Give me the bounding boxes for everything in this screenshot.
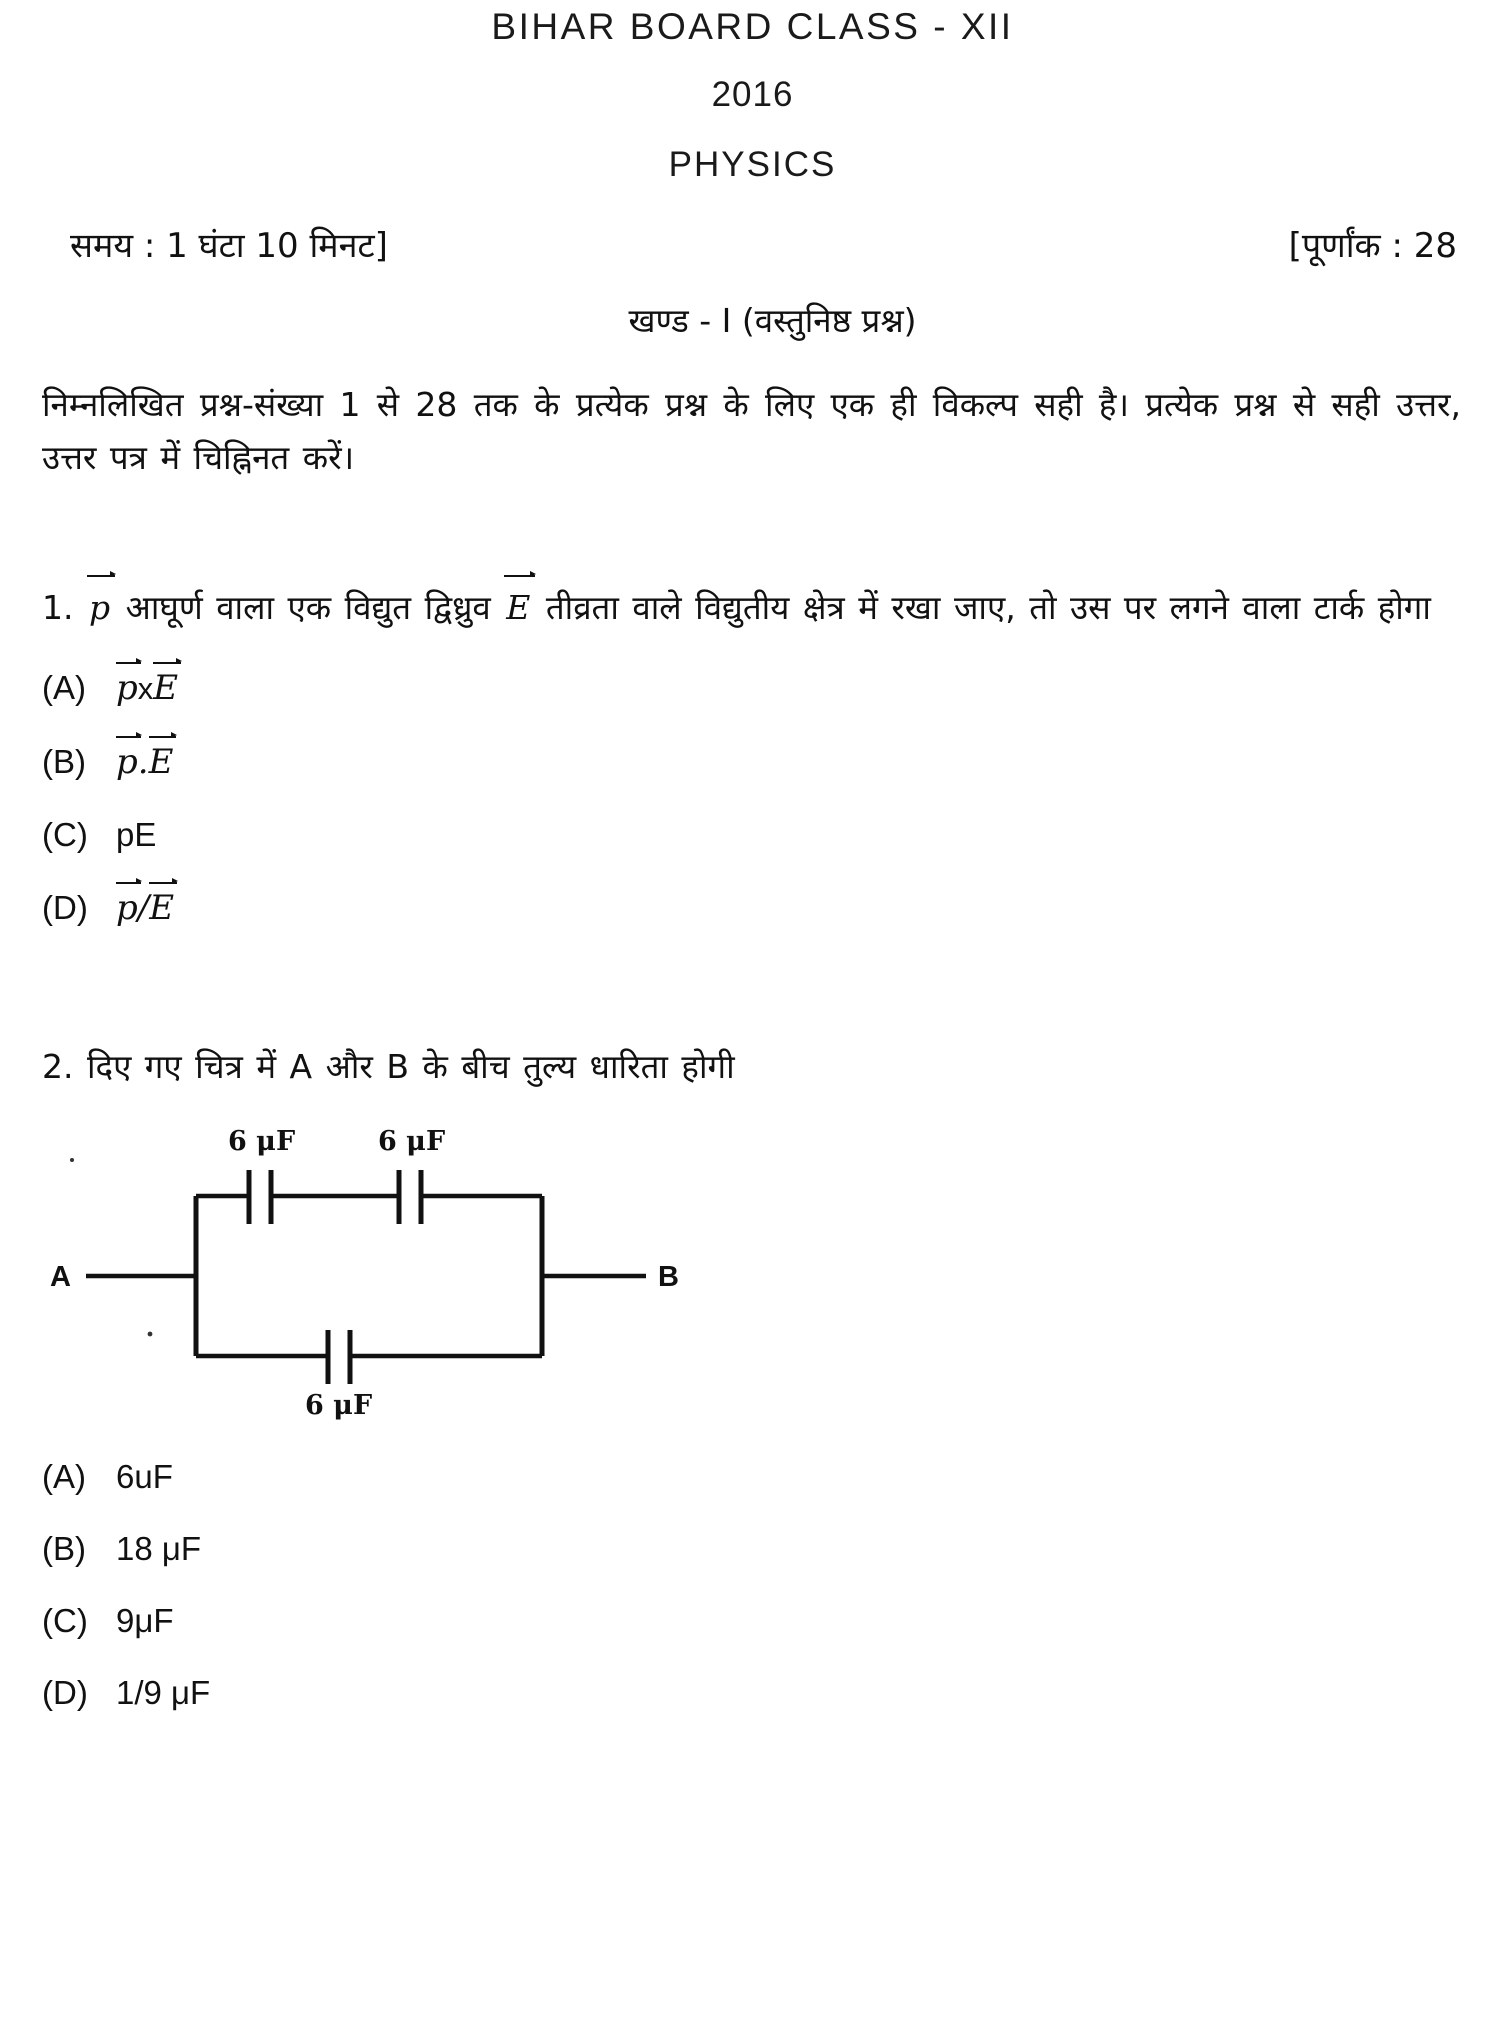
- option-1-b-label: (B): [42, 743, 86, 781]
- question-1-stem-part-2: तीव्रता वाले विद्युतीय क्षेत्र में रखा जाए, तो उस पर लगने वाला टार्क होगा: [545, 587, 1431, 627]
- capacitor-top-left-label: 6 μF: [228, 1125, 296, 1157]
- option-1-a-value: pxE: [116, 668, 179, 709]
- option-1-a-label: (A): [42, 669, 86, 707]
- option-2-a-label: (A): [42, 1457, 86, 1495]
- capacitor-network-figure: [50, 1124, 1461, 1424]
- question-1-options: [42, 668, 1461, 928]
- option-2-c[interactable]: [42, 1602, 1461, 1640]
- question-1-vector-e: E: [504, 581, 532, 634]
- option-1-b-value: p.E: [116, 742, 174, 783]
- option-2-d-value: 1/9 μF: [116, 1673, 211, 1711]
- capacitor-top-right-label: 6 μF: [378, 1125, 446, 1157]
- option-2-b-label: (B): [42, 1529, 86, 1567]
- ink-speck: [148, 1331, 153, 1336]
- question-1-stem: [42, 581, 1461, 634]
- terminal-a-label: A: [50, 1260, 71, 1293]
- option-1-d-value: p/E: [116, 888, 175, 929]
- circuit-diagram-svg: [50, 1124, 710, 1424]
- question-1-stem-part-1: आघूर्ण वाला एक विद्युत द्विध्रुव: [125, 587, 491, 627]
- full-marks-label: [पूर्णांक : 28: [1288, 226, 1457, 266]
- option-1-d-label: (D): [42, 889, 88, 927]
- option-2-c-value: 9μF: [116, 1601, 174, 1639]
- option-2-a-value: 6uF: [116, 1457, 173, 1495]
- option-2-c-label: (C): [42, 1601, 88, 1639]
- instructions-paragraph: निम्नलिखित प्रश्न-संख्या 1 से 28 तक के प्रत्येक प्रश्न के लिए एक ही विकल्प सही है। प्रत्येक प्रश्न से सही उत्तर, उत्तर पत्र में चिह्निनत करें।: [42, 385, 1461, 478]
- question-2-options: [42, 1458, 1461, 1712]
- capacitor-bottom-label: 6 μF: [305, 1389, 373, 1421]
- option-2-a[interactable]: [42, 1458, 1461, 1496]
- question-1-vector-p: p: [87, 581, 112, 634]
- option-1-a[interactable]: [42, 668, 1461, 708]
- option-1-c-value: pE: [116, 816, 157, 854]
- terminal-b-label: B: [658, 1260, 679, 1293]
- page-title: BIHAR BOARD CLASS - XII: [491, 6, 1014, 47]
- question-2: [42, 1040, 1461, 1711]
- option-1-d[interactable]: [42, 888, 1461, 928]
- question-1: [42, 581, 1461, 928]
- question-2-stem: [42, 1040, 1461, 1093]
- option-2-b[interactable]: [42, 1530, 1461, 1568]
- option-1-b[interactable]: [42, 742, 1461, 782]
- exam-meta-row: [0, 221, 1505, 277]
- option-2-d[interactable]: [42, 1674, 1461, 1712]
- exam-year: 2016: [711, 75, 794, 114]
- exam-paper-page: [0, 6, 1505, 2040]
- option-1-c[interactable]: [42, 816, 1461, 854]
- question-1-number: 1.: [42, 587, 74, 627]
- question-2-stem-text: दिए गए चित्र में A और B के बीच तुल्य धारिता होगी: [87, 1047, 735, 1087]
- option-1-c-label: (C): [42, 816, 88, 854]
- section-heading: खण्ड - I (वस्तुनिष्ठ प्रश्न): [628, 301, 917, 340]
- question-2-number: 2.: [42, 1047, 74, 1087]
- time-allotted-label: समय : 1 घंटा 10 मिनट]: [70, 226, 388, 266]
- exam-subject: PHYSICS: [668, 145, 837, 184]
- ink-speck: [70, 1158, 74, 1162]
- option-2-d-label: (D): [42, 1673, 88, 1711]
- option-2-b-value: 18 μF: [116, 1529, 202, 1567]
